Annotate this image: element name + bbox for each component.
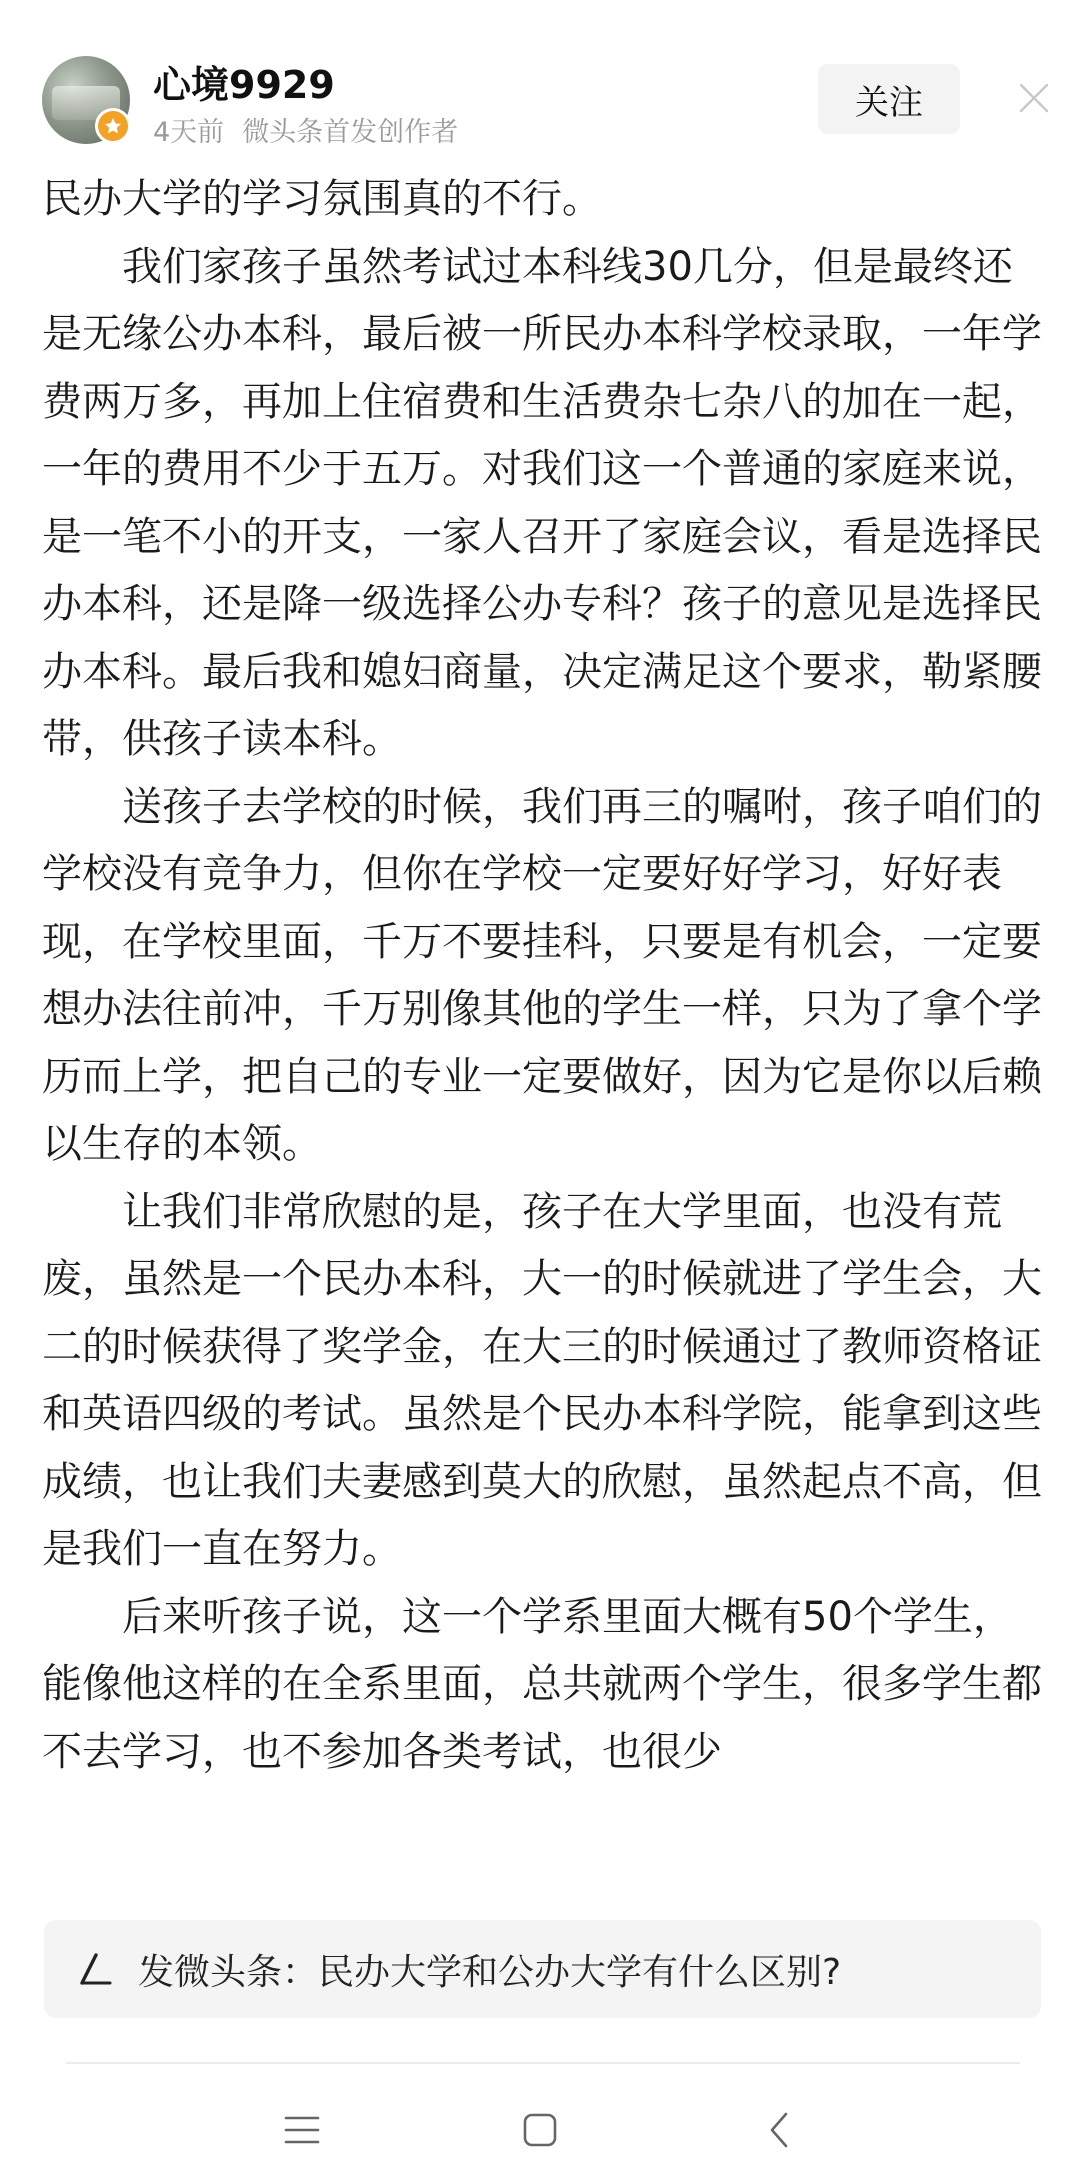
nav-menu-button[interactable]	[272, 2100, 332, 2160]
article-paragraph: 送孩子去学校的时候，我们再三的嘱咐，孩子咱们的学校没有竞争力，但你在学校一定要好好学习，好好表现，在学校里面，千万不要挂科，只要是有机会，一定要想办法往前冲，千万别像其他的学生一样，只为了拿个学历而上学，把自己的专业一定要做好，因为它是你以后赖以生存的本领。	[42, 783, 1042, 1167]
article-paragraph: 后来听孩子说，这一个学系里面大概有50个学生，能像他这样的在全系里面，总共就两个学生，很多学生都不去学习，也不参加各类考试，也很少	[42, 1593, 1042, 1775]
close-icon[interactable]	[1018, 82, 1050, 114]
article-paragraph: 我们家孩子虽然考试过本科线30几分，但是最终还是无缘公办本科，最后被一所民办本科学校录取，一年学费两万多，再加上住宿费和生活费杂七杂八的加在一起，一年的费用不少于五万。对我们这一个普通的家庭来说，是一笔不小的开支，一家人召开了家庭会议，看是选择民办本科，还是降一级选择公办专科？孩子的意见是选择民办本科。最后我和媳妇商量，决定满足这个要求，勒紧腰带，供孩子读本科。	[42, 243, 1042, 762]
post-header	[0, 0, 1080, 160]
home-icon	[516, 2106, 564, 2154]
author-name[interactable]: 心境9929	[153, 63, 335, 107]
post-weitoutiao-bar[interactable]	[44, 1920, 1041, 2018]
divider	[66, 2062, 1020, 2064]
post-time: 4天前	[153, 117, 225, 148]
back-icon	[756, 2106, 804, 2154]
article-paragraph: 民办大学的学习氛围真的不行。	[42, 176, 602, 222]
post-meta	[153, 110, 458, 149]
pen-icon	[76, 1949, 116, 1989]
creator-badge-icon	[95, 108, 131, 144]
menu-icon	[278, 2106, 326, 2154]
follow-button[interactable]: 关注	[818, 64, 960, 134]
article-body	[42, 166, 1042, 1896]
nav-back-button[interactable]	[750, 2100, 810, 2160]
article-paragraph: 让我们非常欣慰的是，孩子在大学里面，也没有荒废，虽然是一个民办本科，大一的时候就进了学生会，大二的时候获得了奖学金，在大三的时候通过了教师资格证和英语四级的考试。虽然是个民办本科学院，能拿到这些成绩，也让我们夫妻感到莫大的欣慰，虽然起点不高，但是我们一直在努力。	[42, 1188, 1042, 1572]
author-tag: 微头条首发创作者	[242, 117, 459, 148]
post-prompt-text: 发微头条：民办大学和公办大学有什么区别?	[138, 1951, 842, 1993]
nav-home-button[interactable]	[510, 2100, 570, 2160]
